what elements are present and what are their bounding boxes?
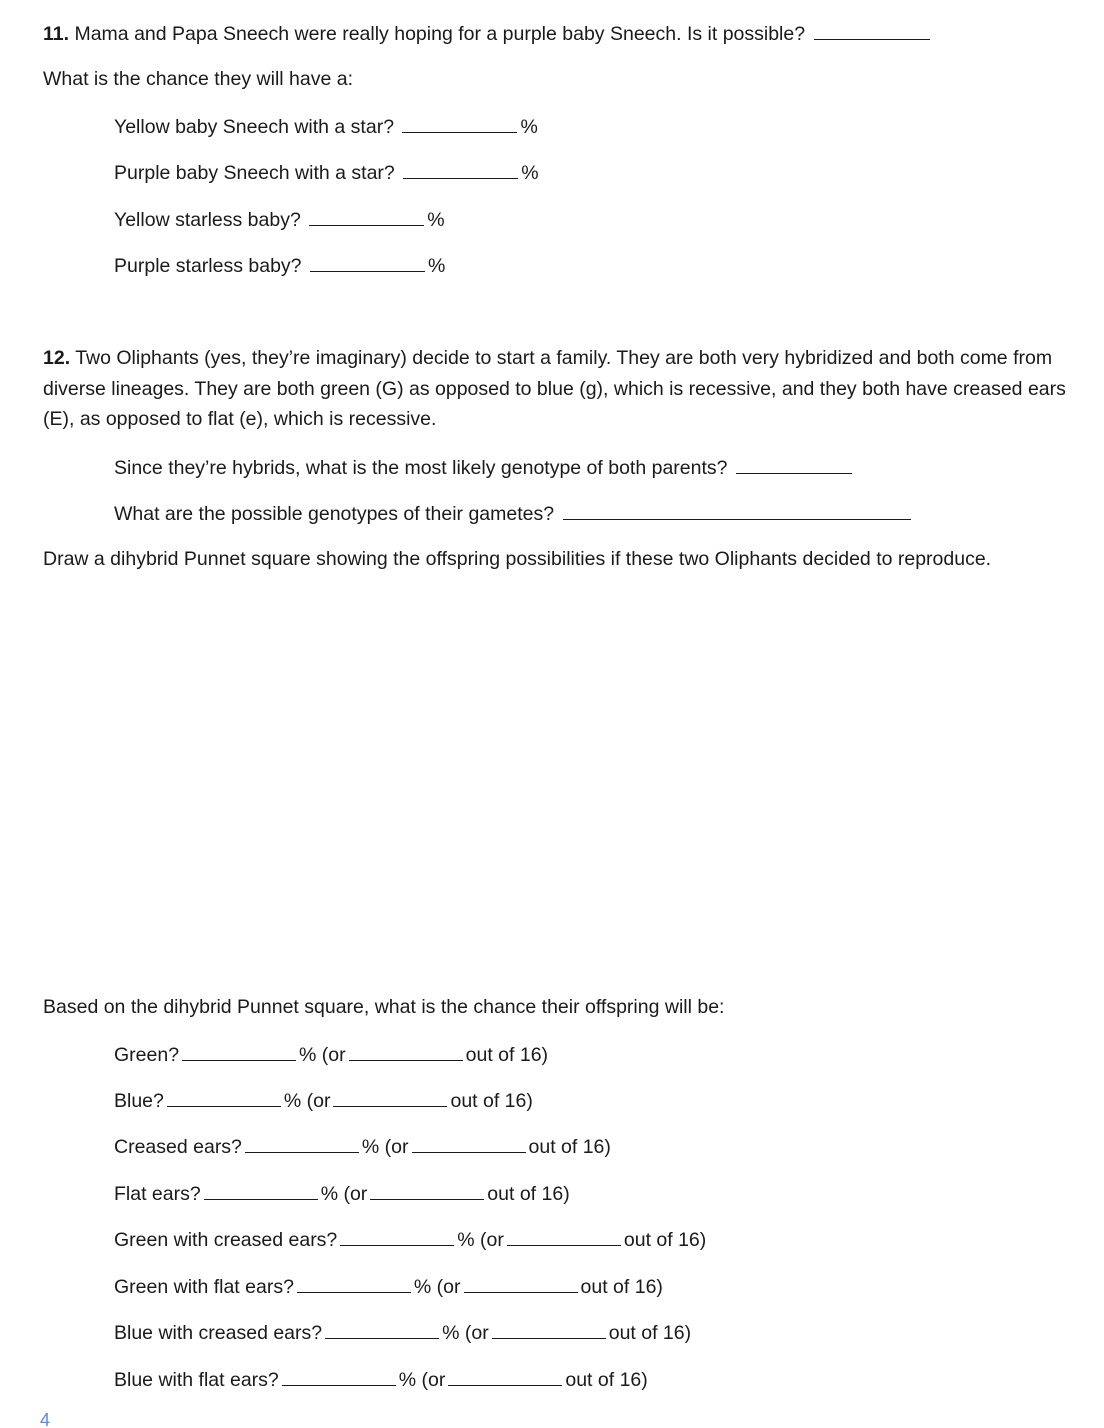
percent-blank[interactable] — [340, 1227, 454, 1246]
percent-sign: % — [427, 255, 446, 277]
percent-label: % (or — [413, 1276, 461, 1298]
q12-gametes-line — [114, 501, 914, 526]
item-label: Flat ears? — [114, 1183, 201, 1205]
chance-item-blue-flat — [114, 1367, 648, 1392]
q12-number: 12. — [43, 347, 71, 369]
percent-label: % (or — [442, 1322, 489, 1344]
percent-blank[interactable] — [282, 1367, 396, 1386]
percent-sign: % — [521, 162, 539, 184]
q11-item-purple-starless — [114, 253, 445, 278]
answer-blank[interactable] — [310, 253, 425, 272]
answer-blank[interactable] — [402, 114, 517, 133]
out-of-label: out of 16) — [608, 1322, 692, 1344]
percent-label: % (or — [283, 1090, 331, 1112]
answer-blank[interactable] — [403, 160, 518, 179]
percent-sign: % — [427, 209, 445, 231]
percent-blank[interactable] — [325, 1320, 439, 1339]
item-label: Blue with creased ears? — [114, 1322, 323, 1344]
count-blank[interactable] — [448, 1367, 562, 1386]
out-of-label: out of 16) — [450, 1090, 533, 1112]
count-blank[interactable] — [349, 1042, 463, 1061]
q11-number: 11. — [43, 23, 70, 45]
parent-genotype-blank[interactable] — [736, 455, 852, 474]
chance-item-green-creased — [114, 1227, 706, 1252]
q12-parent-genotype-line — [114, 455, 855, 480]
q11-intro: What is the chance they will have a: — [43, 68, 353, 90]
q11-item-yellow-starless — [114, 207, 445, 232]
percent-blank[interactable] — [297, 1274, 411, 1293]
count-blank[interactable] — [370, 1181, 484, 1200]
answer-blank[interactable] — [309, 207, 424, 226]
count-blank[interactable] — [464, 1274, 578, 1293]
gametes-question: What are the possible genotypes of their gametes? — [114, 503, 555, 525]
item-label: Yellow starless baby? — [114, 209, 301, 231]
chance-item-green-flat — [114, 1274, 663, 1299]
q11-possible-answer-blank[interactable] — [814, 21, 930, 40]
percent-label: % (or — [320, 1183, 368, 1205]
chance-item-blue — [114, 1088, 533, 1113]
parent-genotype-question: Since they’re hybrids, what is the most likely genotype of both parents? — [114, 457, 728, 479]
out-of-label: out of 16) — [580, 1276, 663, 1298]
percent-blank[interactable] — [182, 1042, 296, 1061]
percent-label: % (or — [299, 1044, 346, 1066]
chance-item-flat — [114, 1181, 570, 1206]
q12-paragraph — [43, 343, 1093, 435]
item-label: Blue? — [114, 1090, 164, 1112]
q11-item-yellow-star — [114, 114, 538, 139]
item-label: Purple starless baby? — [114, 255, 302, 277]
percent-blank[interactable] — [204, 1181, 318, 1200]
item-label: Blue with flat ears? — [114, 1369, 279, 1391]
count-blank[interactable] — [333, 1088, 447, 1107]
item-label: Green? — [114, 1044, 180, 1066]
gametes-blank[interactable] — [563, 501, 911, 520]
chance-item-green — [114, 1042, 548, 1067]
punnett-square-drawing-area[interactable] — [43, 610, 1053, 980]
page-number: 4 — [40, 1410, 51, 1428]
q11-question-text: Mama and Papa Sneech were really hoping for a purple baby Sneech. Is it possible? — [74, 23, 806, 45]
q12-paragraph-text: Two Oliphants (yes, they’re imaginary) decide to start a family. They are both very hybridized and both come from diverse lineages. They are both green (G) as opposed to blue (g), which is recessive, and they both have creased ears (E), as opposed to flat (e), which is recessive. — [43, 347, 1066, 430]
percent-blank[interactable] — [245, 1134, 359, 1153]
q11-item-purple-star — [114, 160, 539, 185]
chance-intro: Based on the dihybrid Punnet square, what is the chance their offspring will be: — [43, 996, 725, 1018]
chance-item-creased — [114, 1134, 611, 1159]
punnett-instruction: Draw a dihybrid Punnet square showing the offspring possibilities if these two Oliphants decided to reproduce. — [43, 548, 992, 570]
count-blank[interactable] — [507, 1227, 621, 1246]
percent-label: % (or — [457, 1229, 504, 1251]
count-blank[interactable] — [492, 1320, 606, 1339]
percent-label: % (or — [398, 1369, 446, 1391]
percent-sign: % — [520, 116, 538, 138]
out-of-label: out of 16) — [565, 1369, 648, 1391]
item-label: Green with flat ears? — [114, 1276, 294, 1298]
item-label: Purple baby Sneech with a star? — [114, 162, 395, 184]
out-of-label: out of 16) — [528, 1136, 611, 1158]
out-of-label: out of 16) — [487, 1183, 570, 1205]
q11-question-line — [43, 21, 933, 46]
count-blank[interactable] — [412, 1134, 526, 1153]
item-label: Creased ears? — [114, 1136, 242, 1158]
item-label: Yellow baby Sneech with a star? — [114, 116, 395, 138]
percent-label: % (or — [361, 1136, 409, 1158]
out-of-label: out of 16) — [465, 1044, 549, 1066]
out-of-label: out of 16) — [623, 1229, 707, 1251]
item-label: Green with creased ears? — [114, 1229, 338, 1251]
chance-item-blue-creased — [114, 1320, 691, 1345]
percent-blank[interactable] — [167, 1088, 281, 1107]
